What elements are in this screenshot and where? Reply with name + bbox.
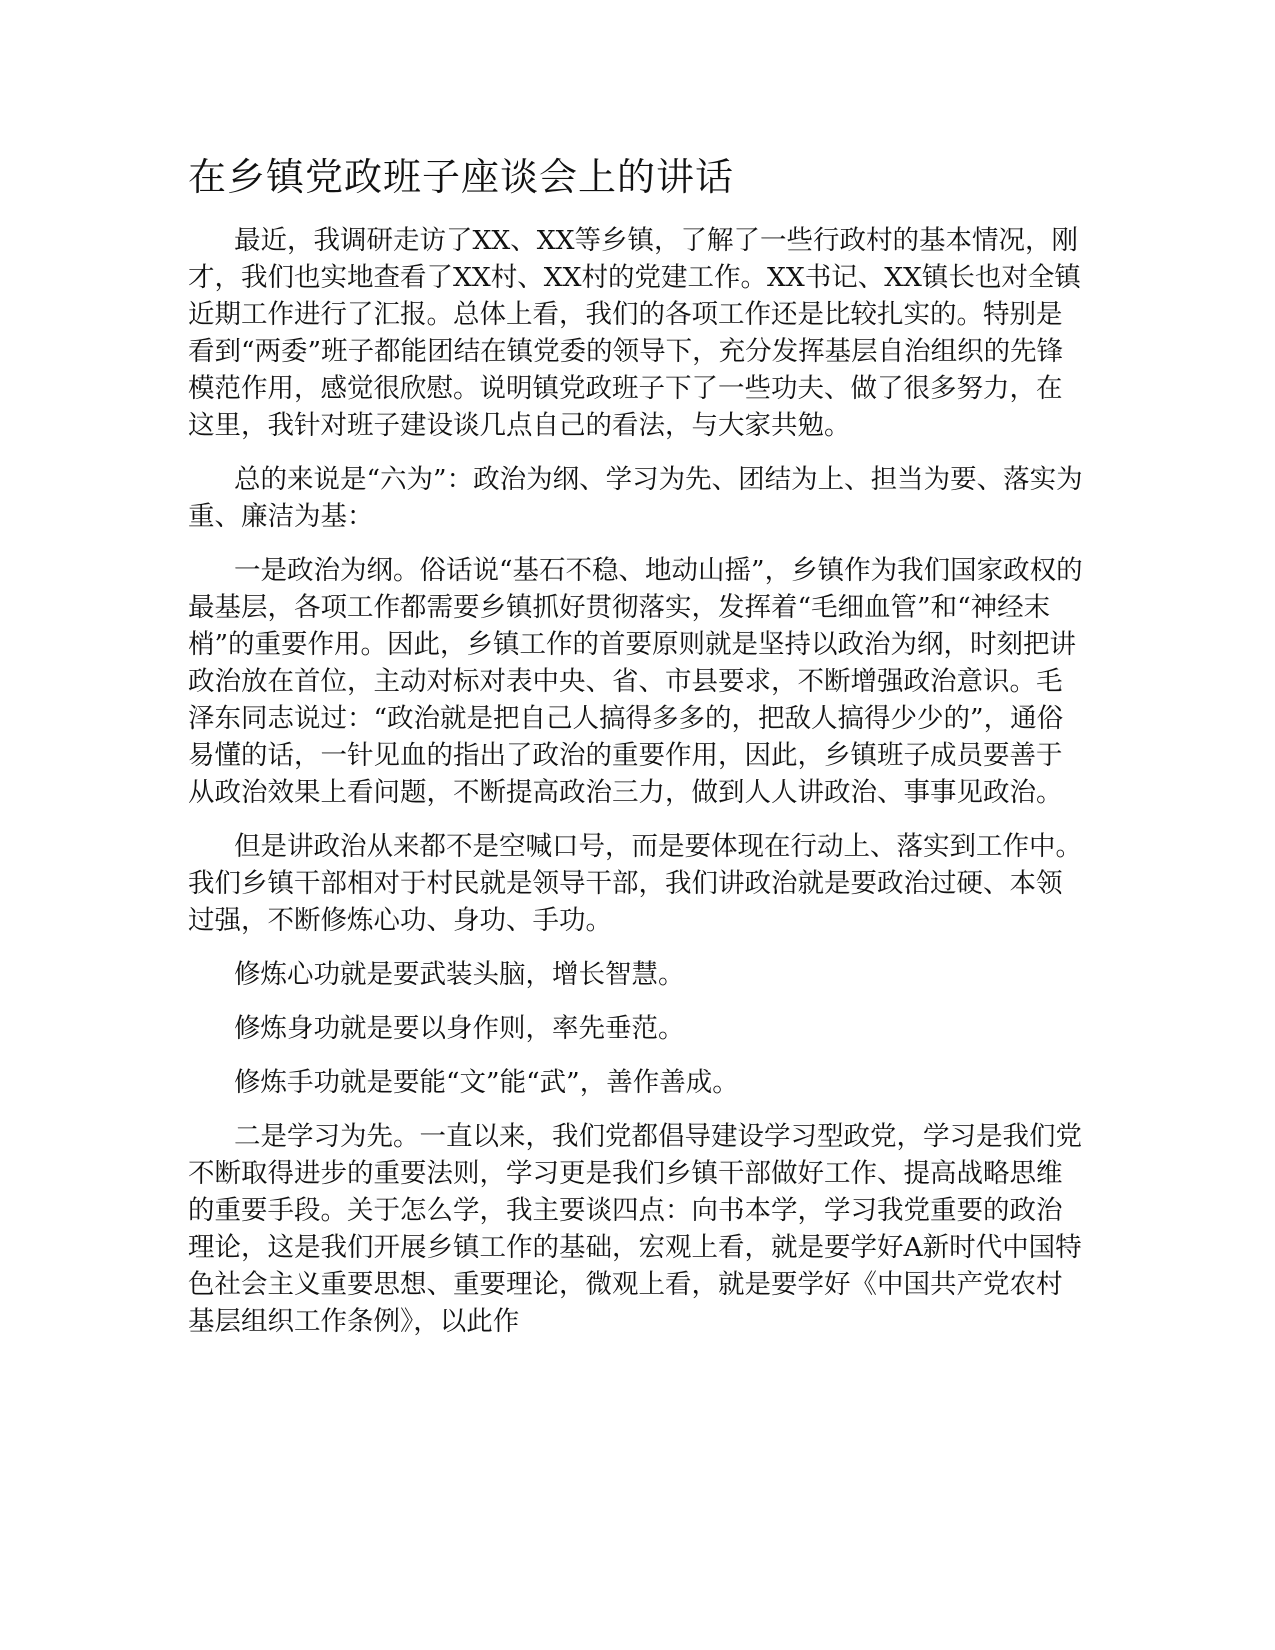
paragraph-politics-action: 但是讲政治从来都不是空喊口号，而是要体现在行动上、落实到工作中。我们乡镇干部相对于村民就是领导干部，我们讲政治就是要政治过硬、本领过强，不断修炼心功、身功、手功。 [188,831,1082,936]
paragraph-hand-skill: 修炼手功就是要能“文”能“武”，善作善成。 [234,1067,739,1098]
paragraph-politics-first: 一是政治为纲。俗话说“基石不稳、地动山摇”，乡镇作为我们国家政权的最基层，各项工作都需要乡镇抓好贯彻落实，发挥着“毛细血管”和“神经末梢”的重要作用。因此，乡镇工作的首要原则就是坚持以政治为纲，时刻把讲政治放在首位，主动对标对表中央、省、市县要求，不断增强政治意识。毛泽东同志说过：“政治就是把自己人搞得多多的，把敌人搞得少少的”，通俗易懂的话，一针见血的指出了政治的重要作用，因此，乡镇班子成员要善于从政治效果上看问题，不断提高政治三力，做到人人讲政治、事事见政治。 [188,555,1083,808]
paragraph-six-principles: 总的来说是“六为”：政治为纲、学习为先、团结为上、担当为要、落实为重、廉洁为基： [188,464,1083,532]
paragraph-heart-skill: 修炼心功就是要武装头脑，增长智慧。 [234,959,685,990]
paragraph-intro: 最近，我调研走访了XX、XX等乡镇，了解了一些行政村的基本情况，刚才，我们也实地查看了XX村、XX村的党建工作。XX书记、XX镇长也对全镇近期工作进行了汇报。总体上看，我们的各项工作还是比较扎实的。特别是看到“两委”班子都能团结在镇党委的领导下，充分发挥基层自治组织的先锋模范作用，感觉很欣慰。说明镇党政班子下了一些功夫、做了很多努力，在这里，我针对班子建设谈几点自己的看法，与大家共勉。 [188,225,1081,441]
paragraph-learning-first: 二是学习为先。一直以来，我们党都倡导建设学习型政党，学习是我们党不断取得进步的重要法则，学习更是我们乡镇干部做好工作、提高战略思维的重要手段。关于怎么学，我主要谈四点：向书本学，学习我党重要的政治理论，这是我们开展乡镇工作的基础，宏观上看，就是要学好A新时代中国特色社会主义重要思想、重要理论，微观上看，就是要学好《中国共产党农村基层组织工作条例》，以此作 [188,1121,1082,1337]
document-title: 在乡镇党政班子座谈会上的讲话 [188,155,735,199]
paragraph-body-skill: 修炼身功就是要以身作则，率先垂范。 [234,1013,685,1044]
document-body [188,150,1088,1357]
